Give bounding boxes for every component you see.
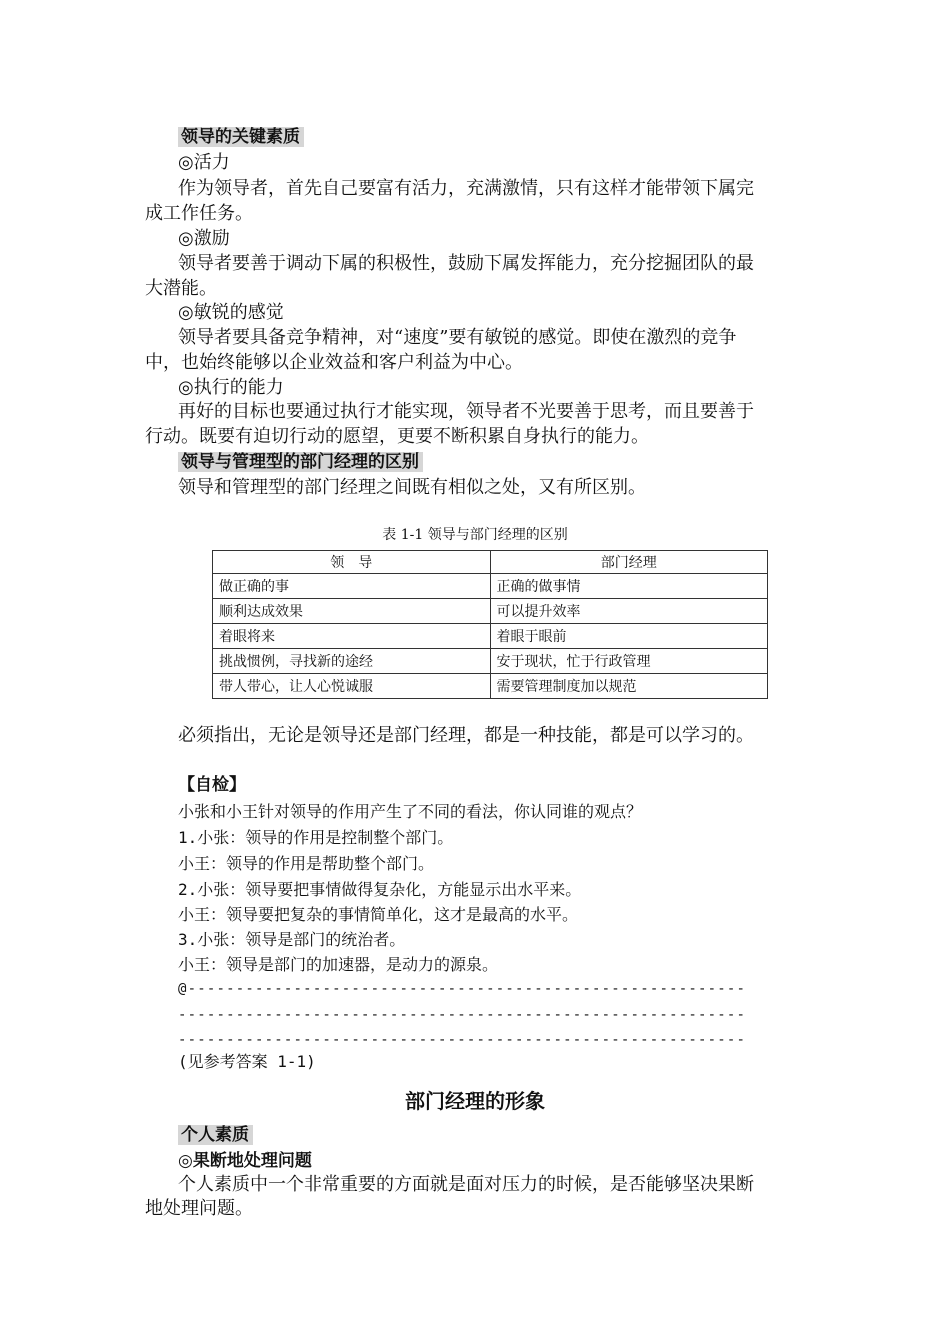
table-cell: 安于现状，忙于行政管理 [490, 649, 768, 674]
item-text-1: 个人素质中一个非常重要的方面就是面对压力的时候，是否能够坚决果断 [178, 1174, 754, 1195]
table-header-row [213, 551, 768, 574]
section-heading-key-qualities [178, 126, 304, 148]
self-check-line: 小王：领导要把复杂的事情简单化，这才是最高的水平。 [178, 905, 579, 924]
table-cell: 可以提升效率 [490, 599, 768, 624]
quality-text-execution-2: 行动。既要有迫切行动的愿望，更要不断积累自身执行的能力。 [145, 426, 649, 447]
table-cell: 顺利达成效果 [213, 599, 491, 624]
section-title: 部门经理的形象 [405, 1089, 545, 1113]
comparison-table [212, 550, 768, 699]
table-row [213, 649, 768, 674]
quality-text-execution-1: 再好的目标也要通过执行才能实现，领导者不光要善于思考，而且要善于 [178, 401, 754, 422]
table-cell: 着眼将来 [213, 624, 491, 649]
column-header-leader: 领 导 [213, 551, 491, 574]
table-row [213, 599, 768, 624]
answer-line-3: ----------------------------------------------------------- [178, 1032, 747, 1048]
self-check-line: 2.小张：领导要把事情做得复杂化，方能显示出水平来。 [178, 880, 582, 899]
item-label-decisive: ◎果断地处理问题 [178, 1151, 312, 1171]
self-check-line: 小王：领导是部门的加速器，是动力的源泉。 [178, 955, 499, 974]
answer-marker: @ [178, 981, 188, 997]
table-cell: 做正确的事 [213, 574, 491, 599]
table-caption: 表 1-1 领导与部门经理的区别 [382, 527, 568, 543]
quality-text-vitality-1: 作为领导者，首先自己要富有活力，充满激情，只有这样才能带领下属完 [178, 178, 754, 199]
quality-text-sensitivity-2: 中，也始终能够以企业效益和客户利益为中心。 [145, 352, 523, 373]
heading-highlight: 领导与管理型的部门经理的区别 [178, 452, 423, 472]
answer-line-2: ----------------------------------------------------------- [178, 1007, 747, 1023]
quality-label-motivation: ◎激励 [178, 228, 230, 249]
difference-intro: 领导和管理型的部门经理之间既有相似之处，又有所区别。 [178, 477, 646, 498]
self-check-question: 小张和小王针对领导的作用产生了不同的看法，你认同谁的观点？ [178, 802, 643, 821]
quality-text-motivation-2: 大潜能。 [145, 278, 217, 299]
item-text-2: 地处理问题。 [145, 1198, 253, 1219]
section-heading-difference [178, 451, 423, 473]
self-check-line: 3.小张：领导是部门的统治者。 [178, 930, 406, 949]
quality-label-execution: ◎执行的能力 [178, 377, 284, 398]
table-row [213, 574, 768, 599]
quality-text-vitality-2: 成工作任务。 [145, 203, 253, 224]
self-check-heading: 【自检】 [178, 775, 246, 795]
table-cell: 挑战惯例，寻找新的途经 [213, 649, 491, 674]
column-header-manager: 部门经理 [490, 551, 768, 574]
quality-label-sensitivity: ◎敏锐的感觉 [178, 302, 284, 323]
table-row [213, 624, 768, 649]
quality-text-sensitivity-1: 领导者要具备竞争精神，对“速度”要有敏锐的感觉。即使在激烈的竞争 [178, 327, 737, 348]
self-check-line: 1.小张：领导的作用是控制整个部门。 [178, 828, 454, 847]
heading-highlight: 领导的关键素质 [178, 127, 304, 147]
table-cell: 着眼于眼前 [490, 624, 768, 649]
answer-line-1: @---------------------------------------------------------- [178, 981, 747, 997]
answer-reference: (见参考答案 1-1) [178, 1052, 316, 1071]
table-cell: 需要管理制度加以规范 [490, 674, 768, 699]
table-row [213, 674, 768, 699]
section-subheading [178, 1124, 253, 1146]
table-cell: 正确的做事情 [490, 574, 768, 599]
heading-highlight: 个人素质 [178, 1125, 253, 1145]
quality-text-motivation-1: 领导者要善于调动下属的积极性，鼓励下属发挥能力，充分挖掘团队的最 [178, 253, 754, 274]
quality-label-vitality: ◎活力 [178, 152, 230, 173]
difference-conclusion: 必须指出，无论是领导还是部门经理，都是一种技能，都是可以学习的。 [178, 725, 754, 746]
table-cell: 带人带心，让人心悦诚服 [213, 674, 491, 699]
self-check-line: 小王：领导的作用是帮助整个部门。 [178, 854, 435, 873]
